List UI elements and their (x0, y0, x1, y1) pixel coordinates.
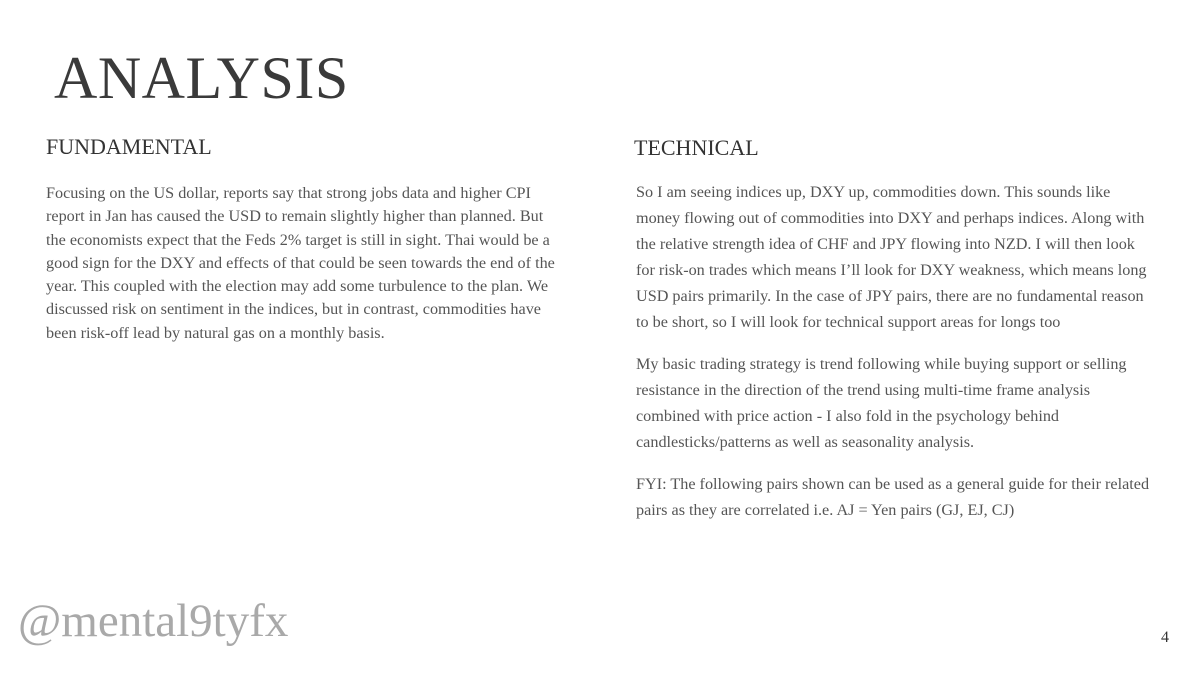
technical-heading: TECHNICAL (634, 135, 759, 160)
technical-column (636, 179, 1156, 523)
page-number: 4 (1161, 629, 1169, 646)
technical-paragraph-3: FYI: The following pairs shown can be used as a general guide for their related pairs as they are correlated i.e. AJ = Yen pairs (GJ, EJ, CJ) (636, 475, 1150, 519)
technical-paragraph-2: My basic trading strategy is trend following while buying support or selling resistance in the direction of the trend using multi-time frame analysis combined with price action - I also fold in the psychology behind candlesticks/patterns as well as seasonality analysis. (636, 355, 1127, 451)
technical-paragraph-1: So I am seeing indices up, DXY up, commodities down. This sounds like money flowing out of commodities into DXY and perhaps indices. Along with the relative strength idea of CHF and JPY flowing into NZD. I will then look for risk-on trades which means I’ll look for DXY weakness, which means long USD pairs primarily. In the case of JPY pairs, there are no fundamental reason to be short, so I will look for technical support areas for longs too (636, 183, 1147, 331)
fundamental-heading: FUNDAMENTAL (46, 134, 212, 159)
fundamental-paragraph: Focusing on the US dollar, reports say that strong jobs data and higher CPI report in Jan has caused the USD to remain slightly higher than planned. But the economists expect that the Feds 2% target is still in sight. Thai would be a good sign for the DXY and effects of that could be seen towards the end of the year. This coupled with the election may add some turbulence to the plan. We discussed risk on sentiment in the indices, but in contrast, commodities have been risk-off lead by natural gas on a monthly basis. (46, 184, 555, 342)
watermark-handle: @mental9tyfx (18, 595, 289, 647)
fundamental-column (46, 182, 566, 345)
slide-title: ANALYSIS (54, 45, 349, 111)
